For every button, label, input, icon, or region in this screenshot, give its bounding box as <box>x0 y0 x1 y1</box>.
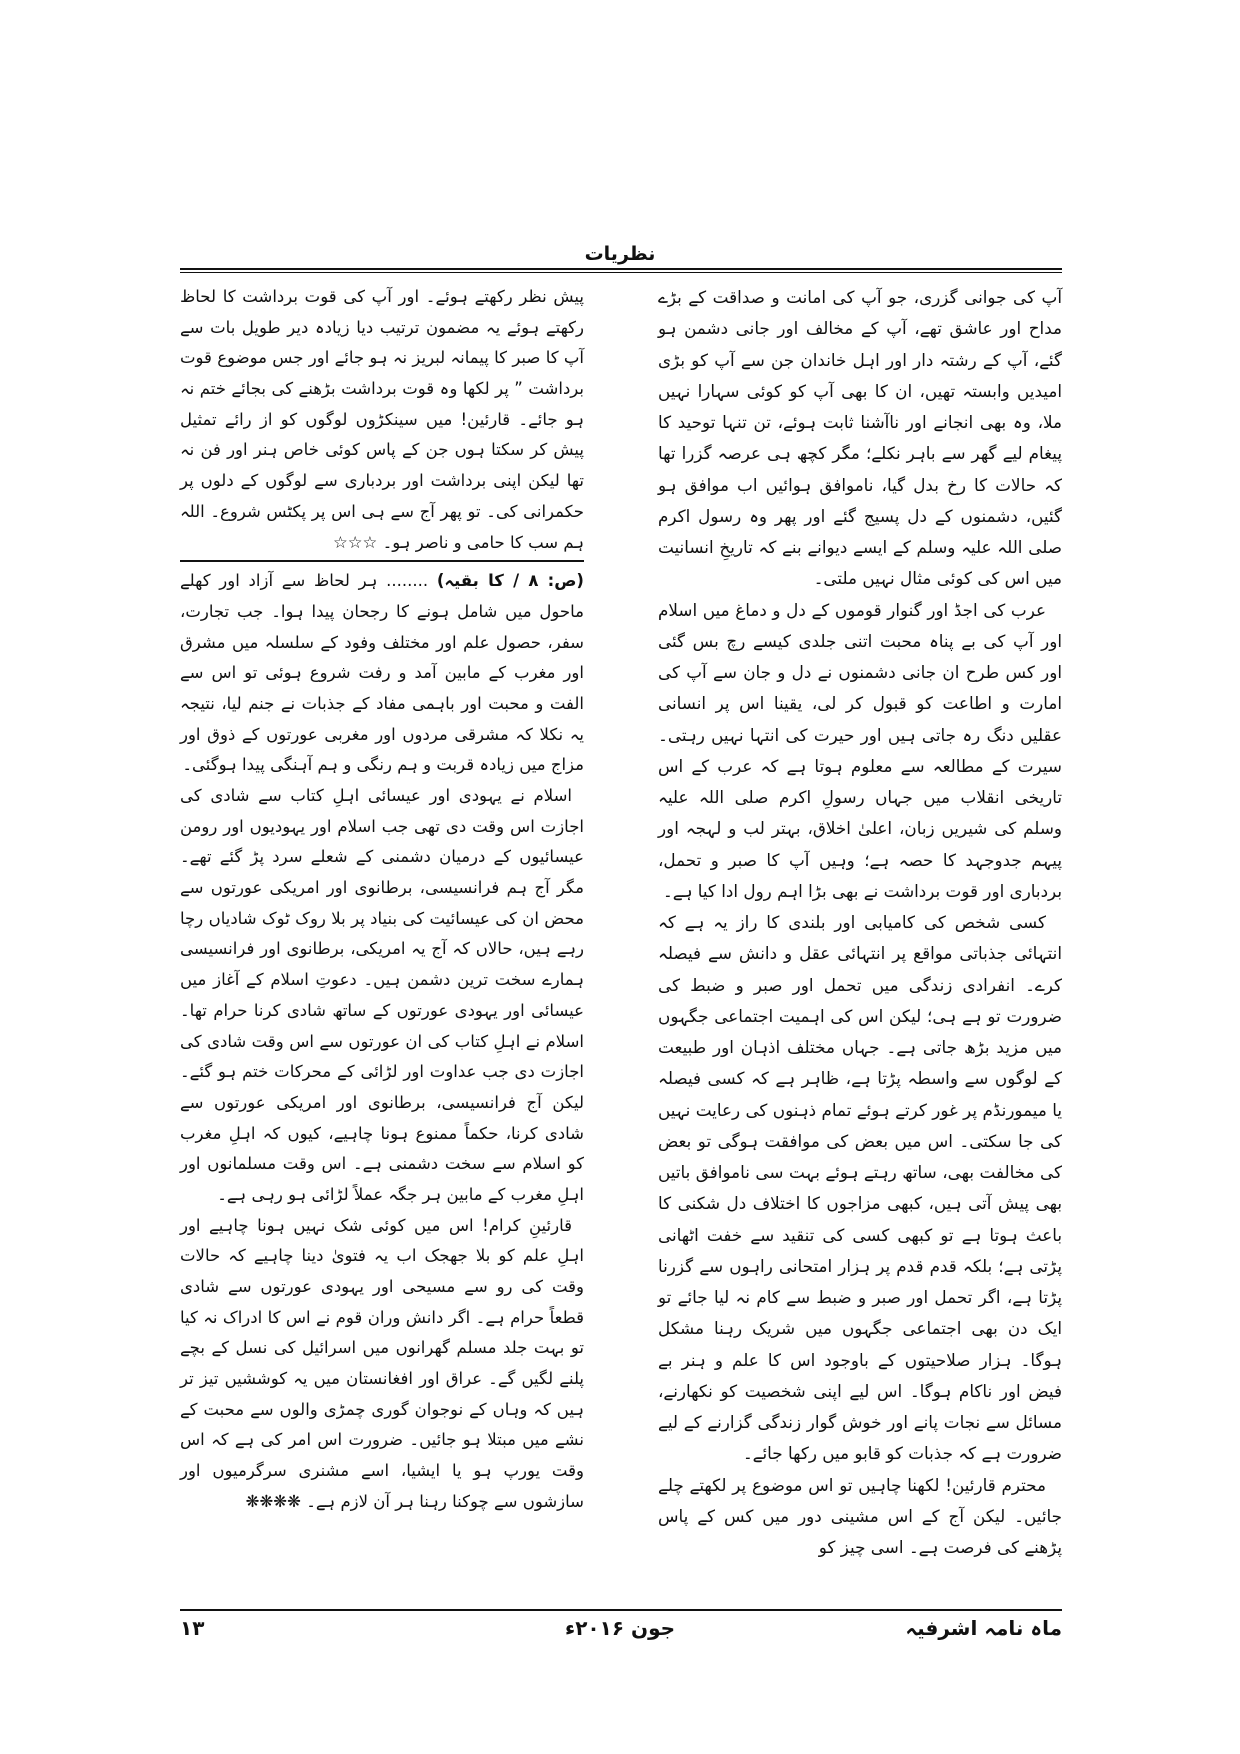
right-paragraph-2: عرب کی اجڈ اور گنوار قوموں کے دل و دماغ میں اسلام اور آپ کی بے پناہ محبت اتنی جلدی کیسے رچ بس گئی اور کس طرح ان جانی دشمنوں نے دل و جان سے آپ کی امارت و اطاعت کو قبول کر لی، یقینا اس پر انسانی عقلیں دنگ رہ جاتی ہیں اور حیرت کی انتہا نہیں رہتی۔ سیرت کے مطالعہ سے معلوم ہوتا ہے کہ عرب کے اس تاریخی انقلاب میں جہاں رسولِ اکرم صلی اللہ علیہ وسلم کی شیریں زبان، اعلیٰ اخلاق، بہتر لب و لہجہ اور پیہم جدوجہد کا حصہ ہے؛ وہیں آپ کا صبر و تحمل، بردباری اور قوت برداشت نے بھی بڑا اہم رول ادا کیا ہے۔ <box>658 599 1062 901</box>
continuation-reference: (ص: ۸ / کا بقیہ) <box>436 571 584 591</box>
footer-date: جون ۲۰۱۶ء <box>564 1616 676 1640</box>
right-paragraph-4: محترم قارئین! لکھنا چاہیں تو اس موضوع پر لکھتے چلے جائیں۔ لیکن آج کے اس مشینی دور میں کس کے پاس پڑھنے کی فرصت ہے۔ اسی چیز کو <box>658 1474 1062 1557</box>
continued-paragraph-1 <box>180 566 584 781</box>
left-column <box>180 282 584 1518</box>
header-rule <box>180 268 1062 270</box>
left-paragraph-ending: پیش نظر رکھتے ہوئے۔ اور آپ کی قوت برداشت کا لحاظ رکھتے ہوئے یہ مضمون ترتیب دیا زیادہ دیر طویل بات سے آپ کا صبر کا پیمانہ لبریز نہ ہو جائے اور جس موضوع قوت برداشت ” پر لکھا وہ قوت برداشت بڑھنے کی بجائے ختم نہ ہو جائے۔ قارئین! میں سینکڑوں لوگوں کو از رائے تمثیل پیش کر سکتا ہوں جن کے پاس کوئی خاص ہنر اور فن نہ تھا لیکن اپنی برداشت اور بردباری سے لوگوں کے دلوں پر حکمرانی کی۔ تو پھر آج سے ہی اس پر پکٹس شروع۔ اللہ ہم سب کا حامی و ناصر ہو۔ ☆☆☆ <box>180 287 584 552</box>
right-paragraph-3: کسی شخص کی کامیابی اور بلندی کا راز یہ ہے کہ انتہائی جذباتی مواقع پر انتہائی عقل و دانش سے فیصلہ کرے۔ انفرادی زندگی میں تحمل اور صبر و ضبط کی ضرورت تو ہے ہی؛ لیکن اس کی اہمیت اجتماعی جگہوں میں مزید بڑھ جاتی ہے۔ جہاں مختلف اذہان اور طبیعت کے لوگوں سے واسطہ پڑتا ہے، ظاہر ہے کہ کسی فیصلہ یا میمورنڈم پر غور کرتے ہوئے تمام ذہنوں کی رعایت نہیں کی جا سکتی۔ اس میں بعض کی موافقت ہوگی تو بعض کی مخالفت بھی، ساتھ رہتے ہوئے بہت سی ناموافق باتیں بھی پیش آتی ہیں، کبھی مزاجوں کا اختلاف دل شکنی کا باعث ہوتا ہے تو کبھی کسی کی تنقید سے خفت اٹھانی پڑتی ہے؛ بلکہ قدم قدم پر ہزار امتحانی راہوں سے گزرنا پڑتا ہے، اگر تحمل اور صبر و ضبط سے کام نہ لیا جائے تو ایک دن بھی اجتماعی جگہوں میں شریک رہنا مشکل ہوگا۔ ہزار صلاحیتوں کے باوجود اس کا علم و ہنر بے فیض اور ناکام ہوگا۔ اس لیے اپنی شخصیت کو نکھارنے، مسائل سے نجات پانے اور خوش گوار زندگی گزارنے کے لیے ضرورت ہے کہ جذبات کو قابو میں رکھا جائے۔ <box>658 912 1062 1464</box>
right-column <box>658 282 1062 1563</box>
footer-rule <box>180 1609 1062 1611</box>
continued-paragraph-2: اسلام نے یہودی اور عیسائی اہلِ کتاب سے شادی کی اجازت اس وقت دی تھی جب اسلام اور یہودیوں اور رومن عیسائیوں کے درمیان دشمنی کے شعلے سرد پڑ گئے تھے۔ مگر آج ہم فرانسیسی، برطانوی اور امریکی عورتوں سے محض ان کی عیسائیت کی بنیاد پر بلا روک ٹوک شادیاں رچا رہے ہیں، حالاں کہ آج یہ امریکی، برطانوی اور فرانسیسی ہمارے سخت ترین دشمن ہیں۔ دعوتِ اسلام کے آغاز میں عیسائی اور یہودی عورتوں کے ساتھ شادی کرنا حرام تھا۔ اسلام نے اہلِ کتاب کی ان عورتوں سے اس وقت شادی کی اجازت دی جب عداوت اور لڑائی کے محرکات ختم ہو گئے۔ لیکن آج فرانسیسی، برطانوی اور امریکی عورتوں سے شادی کرنا، حکماً ممنوع ہونا چاہیے، کیوں کہ اہلِ مغرب کو اسلام سے سخت دشمنی ہے۔ اس وقت مسلمانوں اور اہلِ مغرب کے مابین ہر جگہ عملاً لڑائی ہو رہی ہے۔ <box>180 786 584 1204</box>
continued-paragraph-3: قارئینِ کرام! اس میں کوئی شک نہیں ہونا چاہیے اور اہلِ علم کو بلا جھجک اب یہ فتویٰ دینا چاہیے کہ حالات وقت کی رو سے مسیحی اور یہودی عورتوں سے شادی قطعاً حرام ہے۔ اگر دانش وران قوم نے اس کا ادراک نہ کیا تو بہت جلد مسلم گھرانوں میں اسرائیل کی نسل کے بچے پلنے لگیں گے۔ عراق اور افغانستان میں یہ کوششیں تیز تر ہیں کہ وہاں کے نوجوان گوری چمڑی والوں سے محبت کے نشے میں مبتلا ہو جائیں۔ ضرورت اس امر کی ہے کہ اس وقت یورپ ہو یا ایشیا، اسے مشنری سرگرمیوں اور سازشوں سے چوکنا رہنا ہر آن لازم ہے۔ ❋❋❋❋ <box>180 1215 584 1511</box>
continued-article <box>180 566 584 1517</box>
page-number: ۱۳ <box>180 1616 205 1640</box>
right-paragraph-1: آپ کی جوانی گزری، جو آپ کی امانت و صداقت کے بڑے مداح اور عاشق تھے، آپ کے مخالف اور جانی دشمن ہو گئے، آپ کے رشتہ دار اور اہل خاندان جن سے آپ کو بڑی امیدیں وابستہ تھیں، ان کا بھی آپ کو کوئی سہارا نہیں ملا، وہ بھی انجانے اور ناآشنا ثابت ہوئے، تن تنہا توحید کا پیغام لیے گھر سے باہر نکلے؛ مگر کچھ ہی عرصہ گزرا تھا کہ حالات کا رخ بدل گیا، ناموافق ہوائیں اب موافق ہو گئیں، دشمنوں کے دل پسیج گئے اور پھر وہ رسول اکرم صلی اللہ علیہ وسلم کے ایسے دیوانے بنے کہ تاریخِ انسانیت میں اس کی کوئی مثال نہیں ملتی۔ <box>658 287 1062 589</box>
header-rule-thin <box>180 272 1062 273</box>
continued-paragraph-1-text: ........ ہر لحاظ سے آزاد اور کھلے ماحول میں شامل ہونے کا رجحان پیدا ہوا۔ جب تجارت، سفر، حصول علم اور مختلف وفود کے سلسلہ میں مشرق اور مغرب کے مابین آمد و رفت شروع ہوئی تو اس سے الفت و محبت اور باہمی مفاد کے جذبات نے جنم لیا، نتیجہ یہ نکلا کہ مشرقی مردوں اور مغربی عورتوں کے ذوق اور مزاج میں زیادہ قربت و ہم رنگی و ہم آہنگی پیدا ہوگئی۔ <box>180 571 584 775</box>
article-separator <box>180 560 584 562</box>
page-header-title: نظریات <box>584 243 656 265</box>
article-ending <box>180 282 584 558</box>
footer-magazine-name: ماہ نامہ اشرفیہ <box>905 1616 1062 1640</box>
